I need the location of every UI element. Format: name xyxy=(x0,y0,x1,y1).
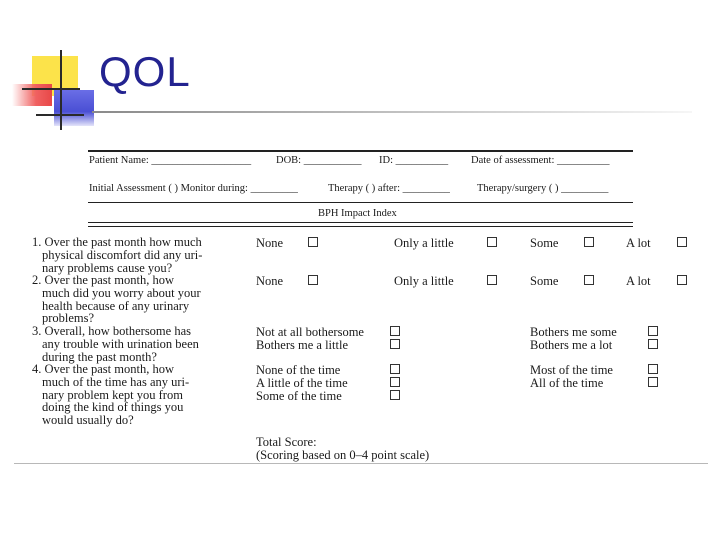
q4-option-none: None of the time xyxy=(256,363,341,377)
q4-option-some: Some of the time xyxy=(256,389,342,403)
id-field: ID: __________ xyxy=(379,155,449,166)
question-1: 1. Over the past month how much physical discomfort did any uri- nary problems cause you? xyxy=(32,235,203,275)
q1-checkbox-some[interactable] xyxy=(584,237,594,247)
patient-name-field: Patient Name: ___________________ xyxy=(89,155,252,166)
logo-horizontal-line-lower xyxy=(36,114,84,116)
q3-checkbox-some[interactable] xyxy=(648,326,658,336)
q1-option-only-a-little: Only a little xyxy=(394,236,454,250)
q2-option-none: None xyxy=(256,274,284,288)
q4-option-all: All of the time xyxy=(530,376,604,390)
question-4: 4. Over the past month, how much of the time has any uri- nary problem kept you from doing the kind of things you would usually do? xyxy=(32,362,190,428)
index-title: BPH Impact Index xyxy=(318,208,397,219)
dob-field: DOB: ___________ xyxy=(276,155,362,166)
q3-option-not-at-all: Not at all bothersome xyxy=(256,325,364,339)
q3-option-a-lot: Bothers me a lot xyxy=(530,338,613,352)
assessment-date-field: Date of assessment: __________ xyxy=(471,155,610,166)
form-bottom-rule xyxy=(14,463,708,464)
q4-option-a-little: A little of the time xyxy=(256,376,348,390)
q2-checkbox-some[interactable] xyxy=(584,275,594,285)
q3-checkbox-a-little[interactable] xyxy=(390,339,400,349)
total-score-label: Total Score: xyxy=(256,435,317,449)
q1-checkbox-none[interactable] xyxy=(308,237,318,247)
slide-title: QOL xyxy=(99,48,191,95)
q1-option-none: None xyxy=(256,236,284,250)
q2-checkbox-none[interactable] xyxy=(308,275,318,285)
q4-checkbox-a-little[interactable] xyxy=(390,377,400,387)
q3-checkbox-a-lot[interactable] xyxy=(648,339,658,349)
q2-option-a-lot: A lot xyxy=(626,274,651,288)
title-underline xyxy=(92,111,692,113)
question-3: 3. Overall, how bothersome has any trouble with urination been during the past month? xyxy=(32,324,199,364)
q4-checkbox-none[interactable] xyxy=(390,364,400,374)
logo-vertical-line xyxy=(60,50,62,130)
q1-checkbox-only-a-little[interactable] xyxy=(487,237,497,247)
q4-checkbox-most[interactable] xyxy=(648,364,658,374)
initial-assessment-field: Initial Assessment ( ) Monitor during: _________ xyxy=(89,183,298,194)
q2-option-some: Some xyxy=(530,274,559,288)
scoring-note: (Scoring based on 0–4 point scale) xyxy=(256,448,430,462)
logo-horizontal-line xyxy=(22,88,80,90)
q4-checkbox-all[interactable] xyxy=(648,377,658,387)
q3-option-a-little: Bothers me a little xyxy=(256,338,348,352)
q1-option-some: Some xyxy=(530,236,559,250)
q2-option-only-a-little: Only a little xyxy=(394,274,454,288)
q1-checkbox-a-lot[interactable] xyxy=(677,237,687,247)
index-rule-bottom xyxy=(88,226,633,227)
q2-checkbox-only-a-little[interactable] xyxy=(487,275,497,285)
q4-option-most: Most of the time xyxy=(530,363,613,377)
index-rule-top xyxy=(88,202,633,203)
question-2: 2. Over the past month, how much did you worry about your health because of any urinary problems? xyxy=(32,273,201,326)
q4-checkbox-some[interactable] xyxy=(390,390,400,400)
q3-checkbox-not-at-all[interactable] xyxy=(390,326,400,336)
q3-option-some: Bothers me some xyxy=(530,325,617,339)
q1-option-a-lot: A lot xyxy=(626,236,651,250)
therapy-surgery-field: Therapy/surgery ( ) _________ xyxy=(477,183,609,194)
form-top-rule xyxy=(88,150,633,152)
therapy-after-field: Therapy ( ) after: _________ xyxy=(328,183,450,194)
q2-checkbox-a-lot[interactable] xyxy=(677,275,687,285)
index-rule-mid xyxy=(88,222,633,223)
